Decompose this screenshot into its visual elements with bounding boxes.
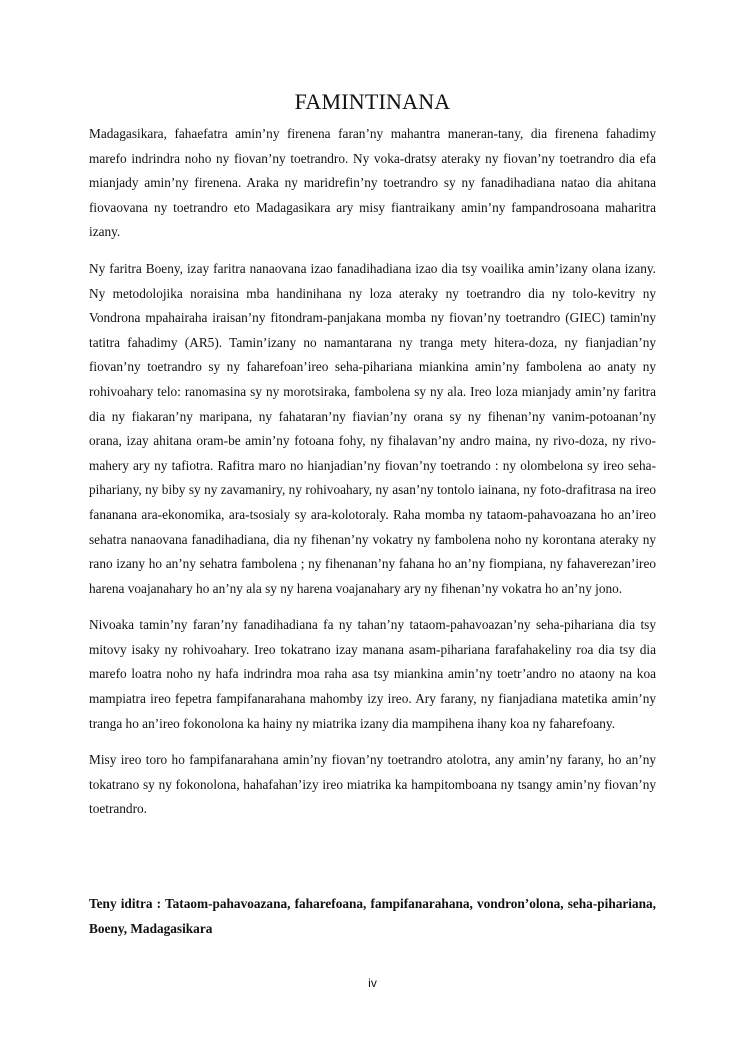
paragraph-2: Ny faritra Boeny, izay faritra nanaovana izao fanadihadiana izao dia tsy voailika amin’izany olana izany. Ny metodolojika noraisina mba handinihana ny loza ateraky ny toetrandro dia ny tolo-kevitry ny Vondrona mpahairaha iraisan’ny fitondram-panjakana momba ny fiovan’ny toetrandro (GIEC) tamin'ny tatitra fahadimy (AR5). Tamin’izany no namantarana ny tranga mety hitera-doza, ny fianjadian’ny fiovan’ny toetrandro sy ny faharefoan’ireo seha-pihariana miankina amin’ny fambolena ao anaty ny rohivoahary telo: ranomasina sy ny morotsiraka, fambolena sy ny ala. Ireo loza mianjady amin’ny faritra dia ny fiakaran’ny maripana, ny fahataran’ny fiavian’ny orana sy ny fihenan’ny vanim-potoanan’ny orana, izay ahitana oram-be amin’ny fotoana fohy, ny fihalavan’ny andro maina, ny rivo-doza, ny rivo-mahery ary ny tafiotra. Rafitra maro no hianjadian’ny fiovan’ny toetrando : ny olombelona sy ireo seha-pihariany, ny biby sy ny zavamaniry, ny rohivoahary, ny asan’ny tontolo iainana, ny foto-drafitrasa na ireo fananana ara-ekonomika, ara-tsosialy sy ara-kolotoraly. Raha momba ny tataom-pahavoazana ho an’ireo sehatra nanaovana fanadihadiana, dia ny fihenan’ny vokatry ny fambolena noho ny korontana ateraky ny rano izany ho an’ny sehatra fambolena ; ny fihenanan’ny fahana ho an’ny fiompiana, ny fahaverezan’ireo harena voajanahary ho an’ny ala sy ny harena voajanahary ary ny fihenan’ny vokatra ho an’ny jono. — [89, 260, 656, 596]
paragraph-4: Misy ireo toro ho fampifanarahana amin’ny fiovan’ny toetrandro atolotra, any amin’ny farany, ho an’ny tokatrano sy ny fokonolona, hahafahan’izy ireo miatrika ka hampitomboana ny tsangy amin’ny fiovan’ny toetrandro. — [89, 752, 656, 817]
abstract-body — [89, 122, 656, 834]
keywords: Teny iditra : Tataom-pahavoazana, faharefoana, fampifanarahana, vondron’olona, seha-pihariana, Boeny, Madagasikara — [89, 896, 656, 936]
page-number: iv — [368, 976, 377, 990]
paragraph-3: Nivoaka tamin’ny faran’ny fanadihadiana fa ny tahan’ny tataom-pahavoazan’ny seha-pihariana dia tsy mitovy isaky ny rohivoahary. Ireo tokatrano izay manana asam-pihariana farafahakeliny roa dia tsy dia marefo loatra noho ny hafa indrindra moa raha asa tsy miankina amin’ny toetr’andro no ataony na koa mampiatra ireo fepetra fampifanarahana mahomby izy ireo. Ary farany, ny fianjadiana matetika amin’ny tranga ho an’ireo fokonolona ka hainy ny miatrika izany dia mampihena ihany koa ny faharefoany. — [89, 617, 656, 731]
page-title: FAMINTINANA — [294, 89, 451, 114]
paragraph-1: Madagasikara, fahaefatra amin’ny firenena faran’ny mahantra maneran-tany, dia firenena fahadimy marefo indrindra noho ny fiovan’ny toetrandro. Ny voka-dratsy ateraky ny fiovan’ny toetrandro dia efa mianjady amin’ny firenena. Araka ny maridrefin’ny toetrandro sy ny fanadihadiana natao dia ahitana fiovaovana ny toetrandro eto Madagasikara ary misy fiantraikany amin’ny fampandrosoana maharitra izany. — [89, 126, 656, 240]
